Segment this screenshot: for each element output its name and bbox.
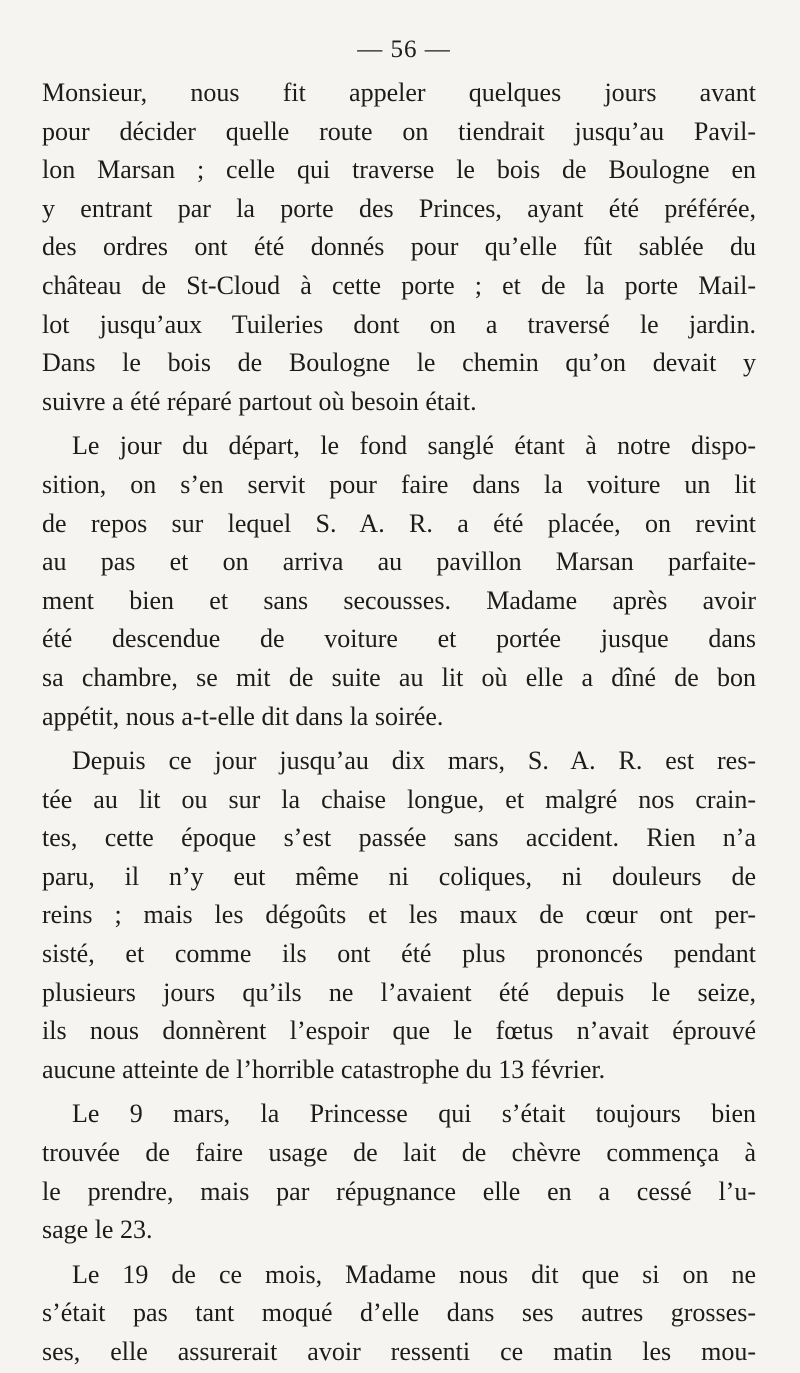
paragraph (42, 742, 756, 1089)
text-line: de repos sur lequel S. A. R. a été placée, on revint (42, 508, 756, 538)
text-line: sa chambre, se mit de suite au lit où elle a dîné de bon (42, 662, 756, 692)
text-line: appétit, nous a-t-elle dit dans la soirée. (42, 701, 444, 731)
text-line: pour décider quelle route on tiendrait jusqu’au Pavil- (42, 116, 756, 146)
text-line: lon Marsan ; celle qui traverse le bois de Boulogne en (42, 155, 756, 185)
text-line: aucune atteinte de l’horrible catastrophe du 13 février. (42, 1054, 606, 1084)
text-line: été descendue de voiture et portée jusque dans (42, 624, 756, 654)
page-number: — 56 — (357, 36, 451, 63)
text-line: ils nous donnèrent l’espoir que le fœtus n’avait éprouvé (42, 1016, 756, 1046)
text-body (42, 74, 756, 1372)
text-line: château de St-Cloud à cette porte ; et de la porte Mail- (42, 270, 756, 300)
paragraph (42, 74, 756, 421)
paragraph (42, 1095, 756, 1249)
text-line: sage le 23. (42, 1215, 153, 1245)
text-line: le prendre, mais par répugnance elle en a cessé l’u- (42, 1176, 756, 1206)
paragraph (42, 1256, 756, 1372)
text-line: lot jusqu’aux Tuileries dont on a traversé le jardin. (42, 309, 756, 339)
text-line: ment bien et sans secousses. Madame après avoir (42, 585, 756, 615)
text-line: tes, cette époque s’est passée sans accident. Rien n’a (42, 823, 756, 853)
text-line: s’était pas tant moqué d’elle dans ses autres grosses- (42, 1298, 756, 1328)
paragraph (42, 427, 756, 736)
text-line: tée au lit ou sur la chaise longue, et malgré nos crain- (42, 784, 756, 814)
text-line: Le jour du départ, le fond sanglé étant à notre dispo- (72, 431, 756, 461)
text-line: y entrant par la porte des Princes, ayant été préférée, (42, 193, 756, 223)
text-line: Dans le bois de Boulogne le chemin qu’on devait y (42, 348, 756, 378)
text-line: Monsieur, nous fit appeler quelques jours avant (42, 78, 756, 107)
text-line: Le 19 de ce mois, Madame nous dit que si on ne (72, 1259, 756, 1289)
text-line: au pas et on arriva au pavillon Marsan parfaite- (42, 547, 756, 577)
text-line: sition, on s’en servit pour faire dans la voiture un lit (42, 469, 756, 499)
text-line: paru, il n’y eut même ni coliques, ni douleurs de (42, 861, 756, 891)
text-line: Le 9 mars, la Princesse qui s’était toujours bien (72, 1099, 756, 1129)
text-line: ses, elle assurerait avoir ressenti ce matin les mou- (42, 1337, 756, 1366)
text-line: suivre a été réparé partout où besoin était. (42, 386, 477, 416)
text-line: des ordres ont été donnés pour qu’elle fût sablée du (42, 232, 756, 262)
text-line: sisté, et comme ils ont été plus prononcés pendant (42, 939, 756, 969)
text-line: reins ; mais les dégoûts et les maux de cœur ont per- (42, 900, 756, 930)
text-line: plusieurs jours qu’ils ne l’avaient été depuis le seize, (42, 977, 756, 1007)
text-line: Depuis ce jour jusqu’au dix mars, S. A. R. est res- (72, 746, 756, 776)
text-line: trouvée de faire usage de lait de chèvre commença à (42, 1138, 756, 1168)
